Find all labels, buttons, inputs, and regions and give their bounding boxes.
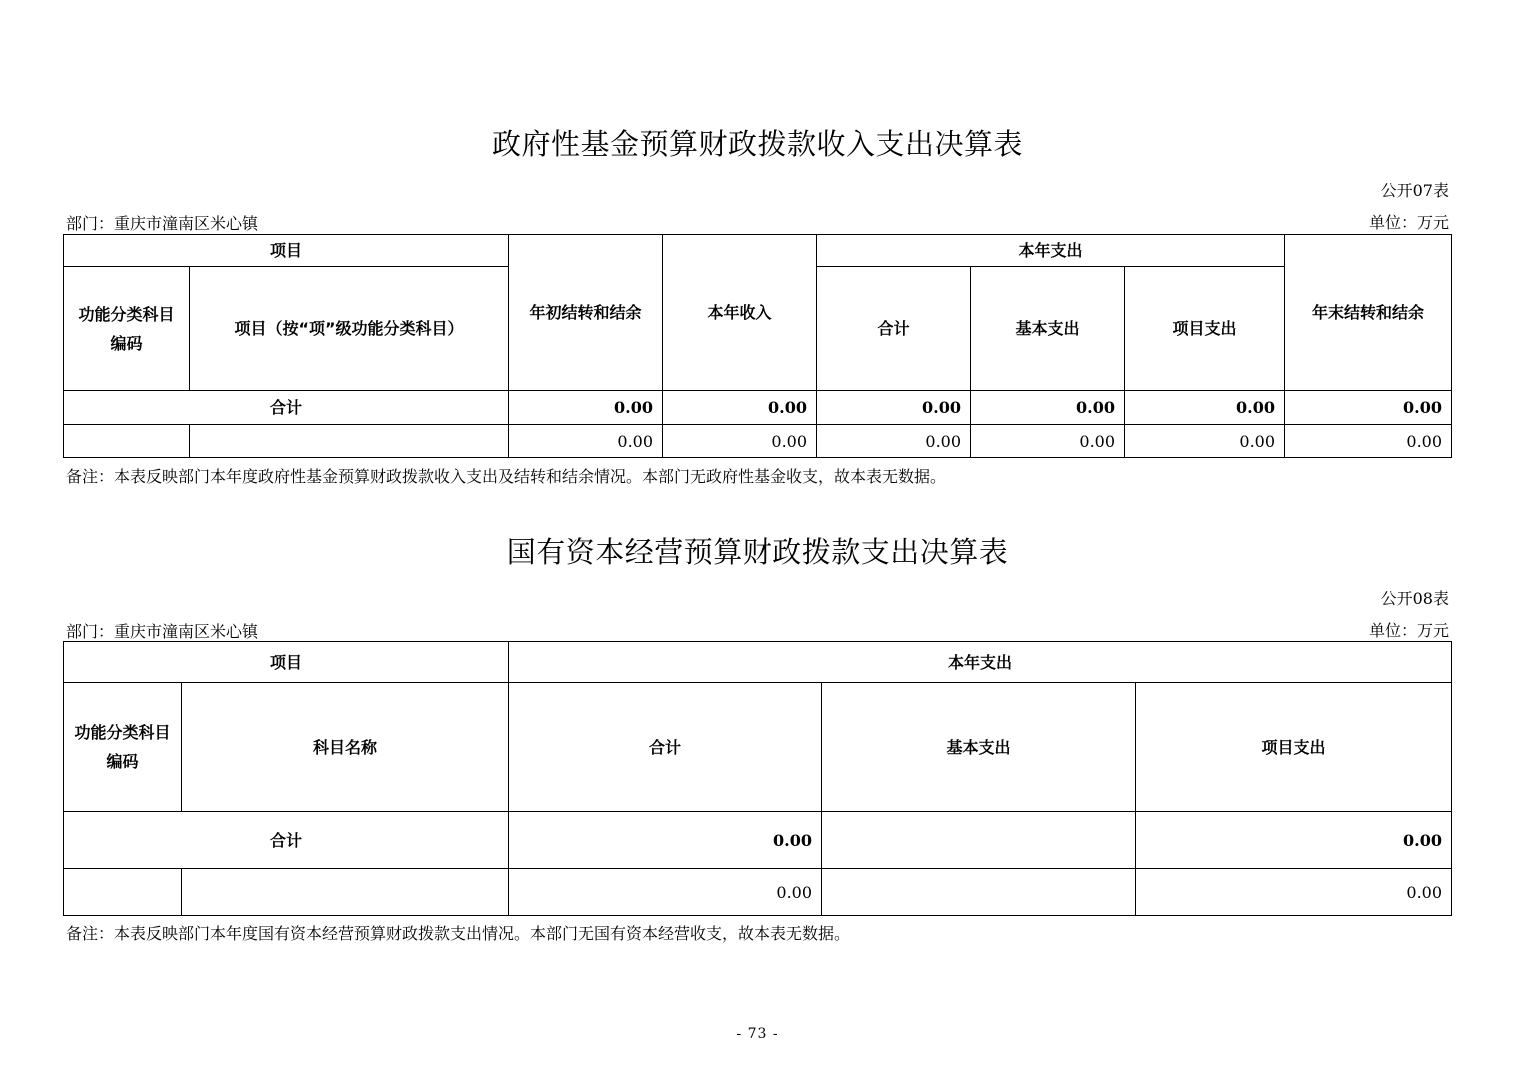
t1-total-label: 合计 bbox=[64, 391, 509, 425]
t2-row-code bbox=[64, 869, 182, 916]
t1-header-end-balance: 年末结转和结余 bbox=[1285, 235, 1452, 391]
table1-unit: 单位：万元 bbox=[1368, 213, 1449, 232]
t2-row-basic-expense bbox=[822, 869, 1136, 916]
t2-header-subject-name: 科目名称 bbox=[182, 683, 509, 812]
t1-row-begin-balance: 0.00 bbox=[509, 425, 663, 458]
t1-row-code bbox=[64, 425, 190, 458]
table2-unit: 单位：万元 bbox=[1368, 621, 1449, 640]
t1-total-end-balance: 0.00 bbox=[1285, 391, 1452, 425]
page-number: - 73 - bbox=[736, 1026, 779, 1042]
table1-note: 备注：本表反映部门本年度政府性基金预算财政拨款收入支出及结转和结余情况。本部门无政府性基金收支，故本表无数据。 bbox=[66, 467, 947, 486]
t1-header-current-income: 本年收入 bbox=[663, 235, 817, 391]
t2-row-name bbox=[182, 869, 509, 916]
t1-header-total: 合计 bbox=[817, 267, 971, 391]
t1-row-name bbox=[190, 425, 509, 458]
table1-title: 政府性基金预算财政拨款收入支出决算表 bbox=[491, 127, 1023, 161]
t1-header-project-expense: 项目支出 bbox=[1125, 267, 1285, 391]
t2-total-total: 0.00 bbox=[509, 812, 822, 869]
table2-code: 公开08表 bbox=[1380, 589, 1449, 608]
t1-total-project-expense: 0.00 bbox=[1125, 391, 1285, 425]
t1-total-current-income: 0.00 bbox=[663, 391, 817, 425]
t2-header-current-expense: 本年支出 bbox=[509, 642, 1452, 683]
t1-total-total: 0.00 bbox=[817, 391, 971, 425]
table2-department: 部门：重庆市潼南区米心镇 bbox=[66, 622, 259, 641]
table1 bbox=[63, 234, 1452, 458]
table1-department: 部门：重庆市潼南区米心镇 bbox=[66, 214, 259, 233]
t1-header-func-code: 功能分类科目编码 bbox=[64, 267, 190, 391]
table2-note: 备注：本表反映部门本年度国有资本经营预算财政拨款支出情况。本部门无国有资本经营收支，故本表无数据。 bbox=[66, 924, 851, 943]
t1-header-item: 项目 bbox=[64, 235, 509, 267]
t1-row-end-balance: 0.00 bbox=[1285, 425, 1452, 458]
t2-header-total: 合计 bbox=[509, 683, 822, 812]
t2-total-label: 合计 bbox=[64, 812, 509, 869]
t2-row-project-expense: 0.00 bbox=[1136, 869, 1452, 916]
t1-row-current-income: 0.00 bbox=[663, 425, 817, 458]
table2 bbox=[63, 641, 1452, 916]
t1-row-total: 0.00 bbox=[817, 425, 971, 458]
t2-total-project-expense: 0.00 bbox=[1136, 812, 1452, 869]
t1-total-basic-expense: 0.00 bbox=[971, 391, 1125, 425]
t1-header-item-by-level: 项目（按“项”级功能分类科目） bbox=[190, 267, 509, 391]
t2-total-basic-expense bbox=[822, 812, 1136, 869]
t2-row-total: 0.00 bbox=[509, 869, 822, 916]
t2-header-item: 项目 bbox=[64, 642, 509, 683]
t2-header-basic-expense: 基本支出 bbox=[822, 683, 1136, 812]
table1-code: 公开07表 bbox=[1380, 181, 1449, 200]
table2-title: 国有资本经营预算财政拨款支出决算表 bbox=[506, 535, 1009, 569]
t1-header-begin-balance: 年初结转和结余 bbox=[509, 235, 663, 391]
t1-row-project-expense: 0.00 bbox=[1125, 425, 1285, 458]
t2-header-func-code: 功能分类科目编码 bbox=[64, 683, 182, 812]
t1-row-basic-expense: 0.00 bbox=[971, 425, 1125, 458]
t1-total-begin-balance: 0.00 bbox=[509, 391, 663, 425]
t1-header-basic-expense: 基本支出 bbox=[971, 267, 1125, 391]
t1-header-current-expense: 本年支出 bbox=[817, 235, 1285, 267]
t2-header-project-expense: 项目支出 bbox=[1136, 683, 1452, 812]
